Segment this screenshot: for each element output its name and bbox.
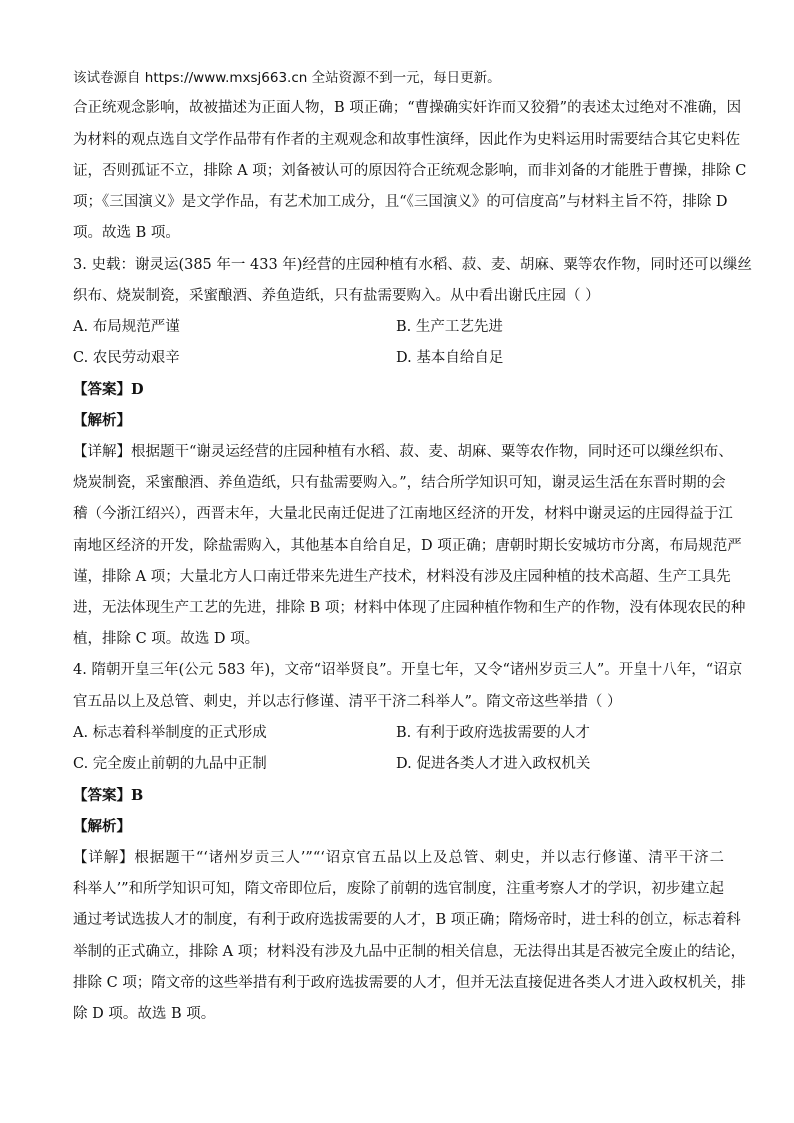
explanation-line: 通过考试选拔人才的制度，有利于政府选拔需要的人才，B 项正确；隋炀帝时，进士科的创立，标志着科 bbox=[73, 912, 741, 928]
option-c: C. 农民劳动艰辛 bbox=[73, 350, 180, 366]
explanation-line: 烧炭制瓷，采蜜酿酒、养鱼造纸，只有盐需要购入。”，结合所学知识可知，谢灵运生活在东晋时期的会 bbox=[73, 475, 726, 491]
paragraph-line: 为材料的观点选自文学作品带有作者的主观观念和故事性演绎，因此作为史料运用时需要结合其它史料佐 bbox=[73, 132, 740, 148]
question-stem: 4. 隋朝开皇三年(公元 583 年)，文帝“诏举贤良”。开皇七年，又令“诸州岁贡三人”。开皇十八年，“诏京 bbox=[73, 662, 743, 678]
paragraph-line: 项；《三国演义》是文学作品，有艺术加工成分，且“《三国演义》的可信度高”与材料主旨不符，排除 D bbox=[73, 194, 728, 210]
analysis-label: 【解析】 bbox=[73, 412, 131, 429]
answer-label: 【答案】D bbox=[73, 381, 144, 398]
option-d: D. 促进各类人才进入政权机关 bbox=[396, 756, 591, 772]
explanation-line: 举制的正式确立，排除 A 项；材料没有涉及九品中正制的相关信息，无法得出其是否被完全废止的结论， bbox=[73, 944, 746, 960]
source-header: 该试卷源自 https://www.mxsj663.cn 全站资源不到一元，每日更新。 bbox=[73, 70, 501, 86]
paragraph-line: 证，否则孤证不立，排除 A 项；刘备被认可的原因符合正统观念影响，而非刘备的才能胜于曹操，排除 C bbox=[73, 163, 747, 179]
explanation-line: 【详解】根据题干“谢灵运经营的庄园种植有水稻、菽、麦、胡麻、粟等农作物，同时还可以缫丝织布、 bbox=[73, 444, 733, 460]
question-stem: 织布、烧炭制瓷，采蜜酿酒、养鱼造纸，只有盐需要购入。从中看出谢氏庄园（ ） bbox=[73, 288, 600, 304]
explanation-line: 【详解】根据题干“‘诸州岁贡三人’”“‘诏京官五品以上及总管、刺史，并以志行修谨、清平干济二 bbox=[73, 850, 724, 866]
explanation-line: 谨，排除 A 项；大量北方人口南迁带来先进生产技术，材料没有涉及庄园种植的技术高超、生产工具先 bbox=[73, 569, 731, 585]
option-b: B. 生产工艺先进 bbox=[396, 319, 503, 335]
answer-label: 【答案】B bbox=[73, 787, 144, 804]
paragraph-line: 项。故选 B 项。 bbox=[73, 225, 180, 241]
option-a: A. 布局规范严谨 bbox=[73, 319, 180, 335]
explanation-line: 稽（今浙江绍兴），西晋末年，大量北民南迁促进了江南地区经济的开发，材料中谢灵运的庄园得益于江 bbox=[73, 506, 733, 522]
option-d: D. 基本自给自足 bbox=[396, 350, 504, 366]
explanation-line: 进，无法体现生产工艺的先进，排除 B 项；材料中体现了庄园种植作物和生产的作物，没有体现农民的种 bbox=[73, 600, 746, 616]
option-c: C. 完全废止前朝的九品中正制 bbox=[73, 756, 267, 772]
paragraph-line: 合正统观念影响，故被描述为正面人物，B 项正确；“曹操确实奸诈而又狡猾”的表述太过绝对不准确，因 bbox=[73, 100, 742, 116]
explanation-line: 排除 C 项；隋文帝的这些举措有利于政府选拔需要的人才，但并无法直接促进各类人才进入政权机关，排 bbox=[73, 975, 746, 991]
explanation-line: 南地区经济的开发，除盐需购入，其他基本自给自足，D 项正确；唐朝时期长安城坊市分离，布局规范严 bbox=[73, 538, 742, 554]
explanation-line: 科举人’”和所学知识可知，隋文帝即位后，废除了前朝的选官制度，注重考察人才的学识，初步建立起 bbox=[73, 881, 724, 897]
question-stem: 3. 史载：谢灵运(385 年一 433 年)经营的庄园种植有水稻、菽、麦、胡麻、粟等农作物，同时还可以缫丝 bbox=[73, 257, 752, 273]
explanation-line: 植，排除 C 项。故选 D 项。 bbox=[73, 631, 260, 647]
analysis-label: 【解析】 bbox=[73, 818, 131, 835]
explanation-line: 除 D 项。故选 B 项。 bbox=[73, 1006, 216, 1022]
option-b: B. 有利于政府选拔需要的人才 bbox=[396, 725, 590, 741]
question-stem: 官五品以上及总管、刺史，并以志行修谨、清平干济二科举人”。隋文帝这些举措（ ） bbox=[73, 694, 622, 710]
option-a: A. 标志着科举制度的正式形成 bbox=[73, 725, 267, 741]
